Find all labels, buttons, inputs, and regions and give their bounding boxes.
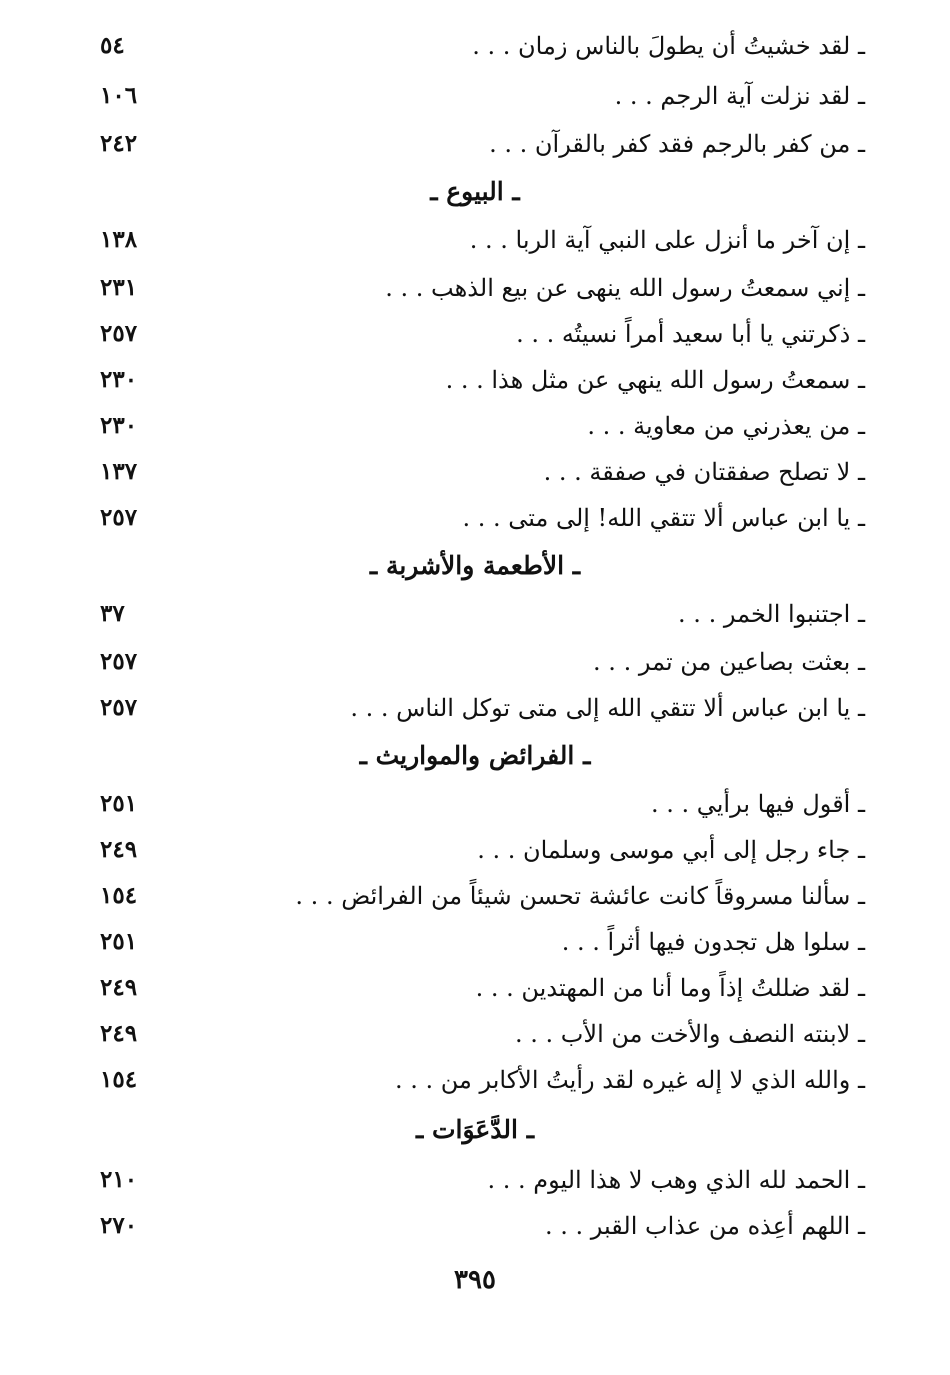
- entry-page-number: ٢٣٠: [100, 366, 138, 393]
- index-entry: [0, 496, 950, 540]
- section-heading: [0, 544, 950, 588]
- index-entry: [0, 1012, 950, 1056]
- entry-text: ـ والله الذي لا إله غيره لقد رأيتُ الأكابر من . . .: [394, 1066, 865, 1094]
- entry-text: ـ الحمد لله الذي وهب لا هذا اليوم . . .: [487, 1166, 865, 1194]
- index-entry: [0, 1058, 950, 1102]
- entry-text: ـ ذكرتني يا أبا سعيد أمراً نسيتُه . . .: [516, 320, 865, 348]
- entry-text: ـ لا تصلح صفقتان في صفقة . . .: [543, 458, 865, 486]
- entry-text: ـ اللهم أعِذه من عذاب القبر . . .: [545, 1212, 865, 1240]
- section-heading-text: ـ الفرائض والمواريث ـ: [359, 741, 591, 770]
- entry-text: ـ سمعتُ رسول الله ينهي عن مثل هذا . . .: [445, 366, 865, 394]
- section-heading-text: ـ الدَّعَوَات ـ: [415, 1115, 535, 1144]
- entry-page-number: ٢٤٩: [100, 1020, 138, 1047]
- index-entry: [0, 74, 950, 118]
- index-entry: [0, 640, 950, 684]
- index-entry: [0, 24, 950, 68]
- entry-text: ـ جاء رجل إلى أبي موسى وسلمان . . .: [477, 836, 865, 864]
- entry-text: ـ أقول فيها برأيي . . .: [650, 790, 865, 818]
- entry-page-number: ٢٥١: [100, 790, 138, 817]
- entry-text: ـ بعثت بصاعين من تمر . . .: [593, 648, 865, 676]
- index-entry: [0, 450, 950, 494]
- entry-page-number: ٢٥٧: [100, 694, 138, 721]
- entry-text: ـ لقد خشيتُ أن يطولَ بالناس زمان . . .: [472, 32, 865, 60]
- index-entry: [0, 404, 950, 448]
- index-entry: [0, 312, 950, 356]
- entry-text: ـ إني سمعتُ رسول الله ينهى عن بيع الذهب . . .: [385, 274, 865, 302]
- index-entry: [0, 358, 950, 402]
- entry-page-number: ٢٤٩: [100, 974, 138, 1001]
- entry-page-number: ٢٥٧: [100, 320, 138, 347]
- index-entry: [0, 874, 950, 918]
- entry-text: ـ يا ابن عباس ألا تتقي الله! إلى متى . . .: [462, 504, 865, 532]
- entry-page-number: ٢٥٧: [100, 648, 138, 675]
- index-entry: [0, 1204, 950, 1248]
- index-entry: [0, 966, 950, 1010]
- section-heading-text: ـ البيوع ـ: [430, 177, 520, 206]
- entry-page-number: ٢٣٠: [100, 412, 138, 439]
- entry-page-number: ١٣٧: [100, 458, 138, 485]
- entry-page-number: ٢٥٧: [100, 504, 138, 531]
- entry-text: ـ من كفر بالرجم فقد كفر بالقرآن . . .: [489, 130, 865, 158]
- entry-page-number: ١٥٤: [100, 882, 138, 909]
- index-entry: [0, 266, 950, 310]
- entry-page-number: ٣٧: [100, 600, 125, 627]
- entry-page-number: ٢٤٩: [100, 836, 138, 863]
- entry-text: ـ لقد نزلت آية الرجم . . .: [614, 82, 865, 110]
- index-entry: [0, 592, 950, 636]
- entry-page-number: ٢٥١: [100, 928, 138, 955]
- entry-page-number: ١٥٤: [100, 1066, 138, 1093]
- entry-text: ـ سلوا هل تجدون فيها أثراً . . .: [561, 928, 865, 956]
- entry-text: ـ يا ابن عباس ألا تتقي الله إلى متى توكل الناس . . .: [350, 694, 865, 722]
- entry-page-number: ٢٤٢: [100, 130, 138, 157]
- index-entry: [0, 218, 950, 262]
- entry-page-number: ٢١٠: [100, 1166, 138, 1193]
- entry-text: ـ سألنا مسروقاً كانت عائشة تحسن شيئاً من الفرائض . . .: [295, 882, 865, 910]
- entry-text: ـ إن آخر ما أنزل على النبي آية الربا . . .: [469, 226, 865, 254]
- entry-page-number: ٥٤: [100, 32, 125, 59]
- section-heading: [0, 170, 950, 214]
- entry-text: ـ من يعذرني من معاوية . . .: [587, 412, 865, 440]
- entry-page-number: ١٣٨: [100, 226, 138, 253]
- index-entry: [0, 686, 950, 730]
- entry-page-number: ١٠٦: [100, 82, 138, 109]
- entry-text: ـ اجتنبوا الخمر . . .: [678, 600, 865, 628]
- section-heading: [0, 734, 950, 778]
- section-heading-text: ـ الأطعمة والأشربة ـ: [369, 551, 581, 580]
- index-entry: [0, 828, 950, 872]
- index-entry: [0, 920, 950, 964]
- section-heading: [0, 1108, 950, 1152]
- index-entry: [0, 122, 950, 166]
- index-entry: [0, 782, 950, 826]
- entry-text: ـ لقد ضللتُ إذاً وما أنا من المهتدين . . .: [475, 974, 865, 1002]
- page-number: ٣٩٥: [454, 1265, 496, 1295]
- index-entry: [0, 1158, 950, 1202]
- entry-text: ـ لابنته النصف والأخت من الأب . . .: [515, 1020, 865, 1048]
- entry-page-number: ٢٣١: [100, 274, 138, 301]
- entry-page-number: ٢٧٠: [100, 1212, 138, 1239]
